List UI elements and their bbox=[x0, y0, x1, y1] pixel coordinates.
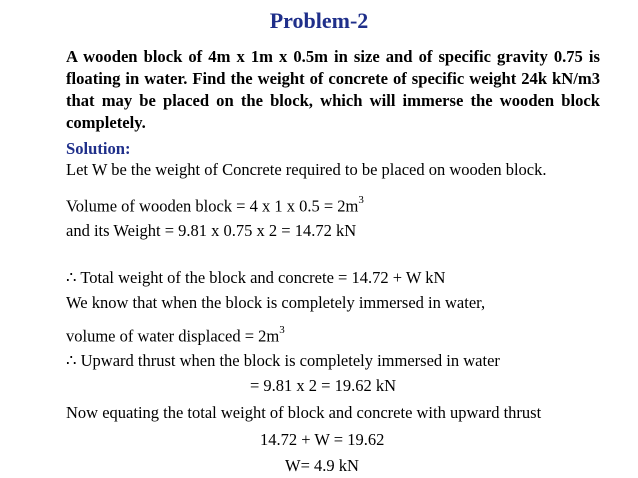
solution-line-11: W= 4.9 kN bbox=[285, 456, 359, 475]
solution-line-8: = 9.81 x 2 = 19.62 kN bbox=[250, 376, 397, 395]
displaced-volume-equation: volume of water displaced = 2m bbox=[66, 326, 280, 346]
solution-line-7: ∴ Upward thrust when the block is completely immersed in water bbox=[66, 351, 500, 370]
solution-line-6 bbox=[66, 326, 285, 347]
displaced-volume-exponent: 3 bbox=[279, 324, 285, 336]
solution-line-10: 14.72 + W = 19.62 bbox=[260, 430, 385, 449]
volume-exponent: 3 bbox=[358, 194, 364, 206]
page-title: Problem-2 bbox=[269, 8, 369, 33]
solution-heading: Solution: bbox=[66, 139, 131, 158]
solution-line-4: ∴ Total weight of the block and concrete = 14.72 + W kN bbox=[66, 268, 446, 287]
solution-line-1: Let W be the weight of Concrete required to be placed on wooden block. bbox=[66, 160, 547, 179]
solution-line-3: and its Weight = 9.81 x 0.75 x 2 = 14.72 kN bbox=[66, 221, 357, 240]
volume-equation: Volume of wooden block = 4 x 1 x 0.5 = 2m bbox=[66, 196, 359, 216]
solution-line-9: Now equating the total weight of block and concrete with upward thrust bbox=[66, 403, 542, 422]
problem-statement: A wooden block of 4m x 1m x 0.5m in size and of specific gravity 0.75 is floating in water. Find the weight of concrete of specific weight 24k kN/m3 that may be placed on the block, which will immerse the wooden block completely. bbox=[66, 47, 600, 132]
solution-line-2 bbox=[66, 196, 364, 217]
solution-line-5: We know that when the block is completely immersed in water, bbox=[66, 293, 486, 312]
